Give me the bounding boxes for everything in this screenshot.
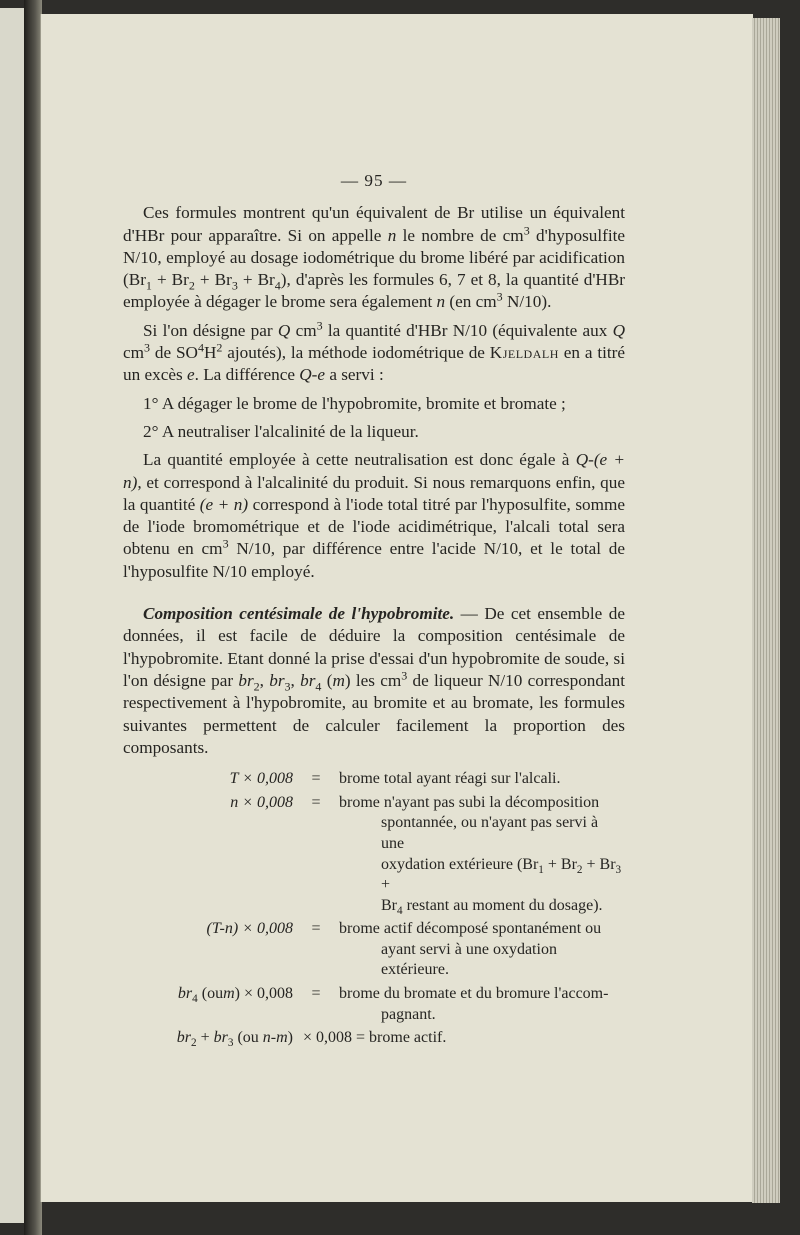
paragraph-kjeldahl: Si l'on désigne par Q $cm^3$ la quantité d'HBr N/10 (équivalente aux Q $cm^3$ de $SO^4H^2$ ajoutés), la méthode iodométrique de Kjeldalh en a titré un excès e. La différence Q-e a servi : xyxy=(123,318,626,385)
page-content xyxy=(123,170,625,1052)
formula-row: T × 0,008 = brome total ayant réagi sur l'alcali. xyxy=(229,770,561,788)
paragraph-alkalinity: La quantité employée à cette neutralisation est donc égale à Q-(e + n), et correspond à l'alcalinité du produit. Si nous remarquons enfin, que la quantité (e + n) correspond à l'iode total titré par l'hyposulfite, somme de l'iode bromométrique et de l'iode acidimétrique, l'alcali total sera obtenu en $cm^3$ N/10, par différence entre l'acide N/10, et le total de l'hyposulfite N/10 employé. xyxy=(123,450,626,581)
formula-row: $br_4$ (oum) × 0,008 = brome du bromate et du bromure l'accom- pagnant. xyxy=(177,985,609,1023)
list-item-1: 1° A dégager le brome de l'hypobromite, bromite et bromate ; xyxy=(143,393,566,413)
section-title: Composition centésimale de l'hypobromite. xyxy=(143,604,455,624)
formula-row: n × 0,008 = brome n'ayant pas subi la décomposition spontannée, ou n'ayant pas servi à une oxydation extérieure ($Br_1 + Br_2 + Br_3$ + $Br_4$ restant au moment du dosage). xyxy=(230,793,622,917)
previous-page-edge xyxy=(0,8,26,1223)
paragraph-formulas-intro: Ces formules montrent qu'un équivalent de Br utilise un équivalent d'HBr pour apparaître. Si on appelle n le nombre de $cm^3$ d'hyposulfite N/10, employé au dosage iodométrique du brome libéré par acidification $(Br_1 + Br_2 + Br_3 + Br_4)$, d'après les formules 6, 7 et 8, la quantité d'HBr employée à dégager le brome sera également n (en $cm^3$ N/10). xyxy=(123,203,626,312)
page-number: — 95 — xyxy=(340,171,408,190)
author-name: Kjeldalh xyxy=(489,343,559,363)
paragraph-composition: Composition centésimale de l'hypobromite. — De cet ensemble de données, il est facile de déduire la composition centésimale de l'hypobromite. Etant donné la prise d'essai d'un hypobromite de soude, si l'on désigne par $br_2$, $br_3$, $br_4$ (m) les $cm^3$ de liqueur N/10 correspondant respectivement à l'hypobromite, au bromite et au bromate, les formules suivantes permettent de calculer facilement la proportion des composants. xyxy=(123,604,626,757)
formula-row: $br_2 + br_3$ (ou n-m) × 0,008 = brome actif. xyxy=(176,1029,447,1050)
page-stack-edge xyxy=(752,18,780,1203)
formula-row: (T-n) × 0,008 = brome actif décomposé spontanément ou ayant servi à une oxydation extérieure. xyxy=(206,920,602,979)
list-item-2: 2° A neutraliser l'alcalinité de la liqueur. xyxy=(143,421,419,441)
formula-list xyxy=(123,769,625,1049)
